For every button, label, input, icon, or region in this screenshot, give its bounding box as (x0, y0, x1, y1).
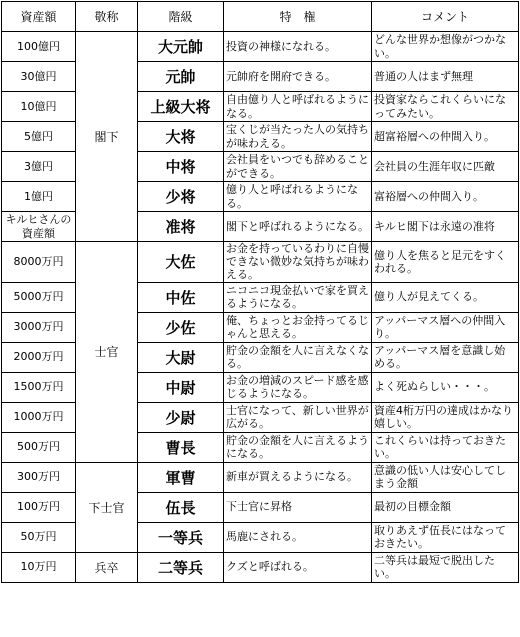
table-row (2, 242, 519, 283)
rank-cell: 軍曹 (138, 462, 224, 492)
comment-cell: 資産4桁万円の達成はかなり嬉しい。 (372, 402, 519, 432)
privilege-cell: 閣下と呼ばれるようになる。 (224, 212, 372, 242)
header-row (2, 2, 519, 32)
rank-cell: 伍長 (138, 492, 224, 522)
rank-cell: 曹長 (138, 432, 224, 462)
asset-rank-table (1, 1, 519, 583)
privilege-cell: 士官になって、新しい世界が広がる。 (224, 402, 372, 432)
asset-amount-cell: 1000万円 (2, 402, 76, 432)
asset-amount-cell: 10億円 (2, 92, 76, 122)
asset-amount-cell: 3億円 (2, 152, 76, 182)
comment-cell: 富裕層への仲間入り。 (372, 182, 519, 212)
honorific-cell: 閣下 (76, 32, 138, 242)
table-row (2, 32, 519, 62)
privilege-cell: 宝くじが当たった人の気持ちが味わえる。 (224, 122, 372, 152)
header-honorific: 敬称 (76, 2, 138, 32)
asset-amount-cell: 8000万円 (2, 242, 76, 283)
rank-cell: 大将 (138, 122, 224, 152)
asset-amount-cell: 500万円 (2, 432, 76, 462)
comment-cell: アッパーマス層への仲間入り。 (372, 312, 519, 342)
honorific-cell: 兵卒 (76, 552, 138, 582)
asset-amount-cell: 3000万円 (2, 312, 76, 342)
rank-cell: 二等兵 (138, 552, 224, 582)
comment-cell: 最初の目標金額 (372, 492, 519, 522)
comment-cell: 普通の人はまず無理 (372, 62, 519, 92)
privilege-cell: 貯金の金額を人に言えるようになる。 (224, 432, 372, 462)
privilege-cell: 下士官に昇格 (224, 492, 372, 522)
privilege-cell: お金を持っているわりに自慢できない微妙な気持ちが味わえる。 (224, 242, 372, 283)
privilege-cell: 貯金の金額を人に言えなくなる。 (224, 342, 372, 372)
rank-cell: 一等兵 (138, 522, 224, 552)
comment-cell: よく死ぬらしい・・・。 (372, 372, 519, 402)
asset-amount-cell: 30億円 (2, 62, 76, 92)
comment-cell: 意識の低い人は安心してしまう金額 (372, 462, 519, 492)
rank-cell: 元帥 (138, 62, 224, 92)
header-privilege: 特 権 (224, 2, 372, 32)
privilege-cell: 億り人と呼ばれるようになる。 (224, 182, 372, 212)
asset-amount-cell: 1500万円 (2, 372, 76, 402)
rank-cell: 中佐 (138, 282, 224, 312)
asset-amount-cell: 1億円 (2, 182, 76, 212)
rank-cell: 大尉 (138, 342, 224, 372)
asset-amount-cell: 50万円 (2, 522, 76, 552)
privilege-cell: 投資の神様になれる。 (224, 32, 372, 62)
comment-cell: 投資家ならこれくらいになってみたい。 (372, 92, 519, 122)
privilege-cell: 新車が買えるようになる。 (224, 462, 372, 492)
comment-cell: 会社員の生涯年収に匹敵 (372, 152, 519, 182)
asset-amount-cell: 100億円 (2, 32, 76, 62)
comment-cell: 二等兵は最短で脱出したい。 (372, 552, 519, 582)
comment-cell: 超富裕層への仲間入り。 (372, 122, 519, 152)
privilege-cell: お金の増減のスピード感を感じるようになる。 (224, 372, 372, 402)
comment-cell: これくらいは持っておきたい。 (372, 432, 519, 462)
header-rank: 階級 (138, 2, 224, 32)
rank-cell: 中尉 (138, 372, 224, 402)
privilege-cell: ニコニコ現金払いで家を買えるようになる。 (224, 282, 372, 312)
privilege-cell: 馬鹿にされる。 (224, 522, 372, 552)
rank-cell: 大元帥 (138, 32, 224, 62)
table-row (2, 462, 519, 492)
privilege-cell: 会社員をいつでも辞めることができる。 (224, 152, 372, 182)
comment-cell: アッパーマス層を意識し始める。 (372, 342, 519, 372)
asset-amount-cell: 10万円 (2, 552, 76, 582)
rank-cell: 中将 (138, 152, 224, 182)
rank-cell: 少佐 (138, 312, 224, 342)
privilege-cell: 自由億り人と呼ばれるようになる。 (224, 92, 372, 122)
asset-amount-cell: 2000万円 (2, 342, 76, 372)
header-amount: 資産額 (2, 2, 76, 32)
honorific-cell: 下士官 (76, 462, 138, 552)
comment-cell: キルヒ閣下は永遠の准将 (372, 212, 519, 242)
rank-cell: 上級大将 (138, 92, 224, 122)
asset-amount-cell: 5000万円 (2, 282, 76, 312)
honorific-cell: 士官 (76, 242, 138, 463)
rank-cell: 准将 (138, 212, 224, 242)
asset-amount-cell: キルヒさんの資産額 (2, 212, 76, 242)
table-body (2, 32, 519, 583)
asset-amount-cell: 100万円 (2, 492, 76, 522)
comment-cell: 億り人を焦ると足元をすくわれる。 (372, 242, 519, 283)
privilege-cell: 俺、ちょっとお金持ってるじゃんと思える。 (224, 312, 372, 342)
rank-cell: 少将 (138, 182, 224, 212)
header-comment: コメント (372, 2, 519, 32)
comment-cell: 億り人が見えてくる。 (372, 282, 519, 312)
rank-cell: 大佐 (138, 242, 224, 283)
comment-cell: 取りあえず伍長にはなっておきたい。 (372, 522, 519, 552)
rank-cell: 少尉 (138, 402, 224, 432)
asset-amount-cell: 300万円 (2, 462, 76, 492)
table-row (2, 552, 519, 582)
asset-amount-cell: 5億円 (2, 122, 76, 152)
comment-cell: どんな世界か想像がつかない。 (372, 32, 519, 62)
privilege-cell: 元帥府を開府できる。 (224, 62, 372, 92)
privilege-cell: クズと呼ばれる。 (224, 552, 372, 582)
